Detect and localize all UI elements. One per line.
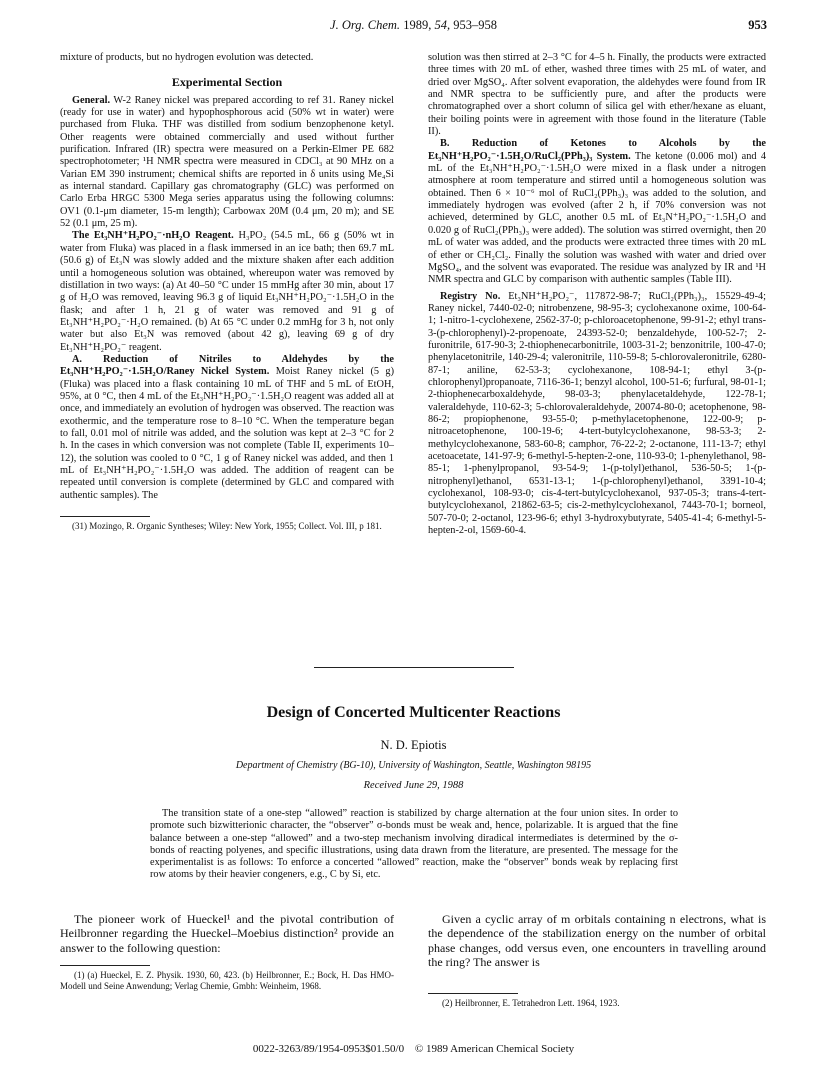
intro-footnote-rule-right	[428, 993, 518, 994]
paragraph-registry: Registry No. Et₃NH⁺H₂PO₂⁻, 117872-98-7; RuCl₂(PPh₃)₃, 15529-49-4; Raney nickel, 7440-02-0; nitrobenzene, 98-95-3; cyclohexanone oxime, 100-64-1; 1-nitro-1-cyclohexene, 2562-37-0; p-chloroacetophenone, 99-91-2; ethyl trans-3-(p-chlorophenyl)-2-propenoate, 24393-52-0; benzaldehyde, 100-52-7; 2-furonitrile, 617-90-3; 2-thiophenecarbonitrile, 1003-31-2; benzonitrile, 100-47-0; phenylacetonitrile, 140-29-4; valeronitrile, 110-59-8; 5-chlorovaleronitrile, 6280-87-1; aniline, 62-53-3; cyclohexanone, 108-94-1; ethyl 3-(p-chlorophenyl)propanoate, 7116-36-1; benzyl alcohol, 100-51-6; furfural, 98-01-1; 2-thiophenecarboxaldehyde, 98-03-3; phenylacetaldehyde, 122-78-1; valeraldehyde, 110-62-3; 5-chlorovaleraldehyde, 20074-80-0; acetophenone, 98-86-2; propiophenone, 93-55-0; p-methylacetophenone, 122-00-9; p-nitroacetophenone, 100-19-6; 4-tert-butylcyclohexanone, 98-53-3; 2-methylcyclohexanone, 583-60-8; camphor, 76-22-2; 2-octanone, 111-13-7; ethyl acetoacetate, 141-97-9; 6-methyl-5-hepten-2-one, 110-93-0; 1-phenylethanol, 98-85-1; 1-phenylpropanol, 93-54-9; 1-(p-tolyl)ethanol, 536-50-5; 1-(p-nitrophenyl)ethanol, 6531-13-1; 1-(p-chlorophenyl)ethanol, 3391-10-4; cyclohexanol, 108-93-0; cis-4-tert-butylcyclohexanol, 937-05-3; trans-4-tert-butylcyclohexanol, 21862-63-5; cis-2-methylcyclohexanol, 7443-70-1; borneol, 507-70-0; 2-octanol, 123-96-6; ethyl 3-hydroxybutyrate, 5405-41-4; 6-methyl-5-hepten-2-ol, 1569-60-4.	[428, 290, 766, 537]
runin-registry: Registry No.	[440, 290, 501, 302]
paragraph-general: General. W-2 Raney nickel was prepared according to ref 31. Raney nickel (ready for use in water) and hypophosphorous acid (50% wt in water) were purchased from Fluka. THF was distilled from sodium benzophenone ketyl. Other reagents were obtained commercially and used without further purification. Infrared (IR) spectra were measured on a Perkin-Elmer PE 682 spectrophotometer; ¹H NMR spectra were measured in CDCl₃ at 90 MHz on a Varian EM 390 instrument; chemical shifts are reported in δ units using Me₄Si as internal standard. Capillary gas chromatography (GLC) was performed on Carlo Erba HRGC 5300 Mega series apparatus using the following columns: OV1 (0.1-μm diameter, 15-m length); Carbowax 20M (0.4 μm, 20 m); and SE 52 (0.1 μm, 25 m).	[60, 94, 394, 230]
article-divider	[314, 667, 514, 668]
runin-procedure-a: A. Reduction of Nitriles to Aldehydes by the Et₃NH⁺H₂PO₂⁻·1.5H₂O/Raney Nickel System.	[60, 353, 394, 378]
intro-left-text: The pioneer work of Hueckel¹ and the pivotal contribution of Heilbronner regarding the Hueckel–Moebius distinction² provide an answer to the following question:	[60, 912, 394, 955]
footnote-1: (1) (a) Hueckel, E. Z. Physik. 1930, 60, 423. (b) Heilbronner, E.; Bock, H. Das HMO-Modell und Seine Anwendung; Verlag Chemie, Gmbh: Weinheim, 1968.	[60, 969, 394, 991]
right-continuation: solution was then stirred at 2–3 °C for 4–5 h. Finally, the products were extracted three times with 20 mL of ether, washed three times with 25 mL of water, and dried over MgSO₄. After solvent evaporation, the aldehydes were found from IR and NMR spectra to be sufficiently pure, and after the products were chromatographed over a short column of silica gel with ether/hexane as eluant, their boiling points were in agreement with those found in the literature (Table II).	[428, 52, 766, 138]
article-affiliation: Department of Chemistry (BG-10), University of Washington, Seattle, Washington 98195	[235, 760, 592, 771]
article-received: Received June 29, 1988	[363, 780, 464, 791]
article-title: Design of Concerted Multicenter Reactions	[266, 704, 561, 721]
running-header	[60, 18, 767, 36]
footnote-31: (31) Mozingo, R. Organic Syntheses; Wiley: New York, 1955; Collect. Vol. III, p 181.	[72, 521, 382, 532]
abstract-text: The transition state of a one-step “allowed” reaction is stabilized by charge alternation at the four union sites. In order to promote such bizwitterionic character, the “observer” σ-bonds must be weak and, hence, polarizable. It is argued that the fine balance between a one-step “allowed” and a two-step mechanism involving diradical intermediates is determined by the σ-bonds of reacting polyenes, and specific illustrations, using data drawn from the literature, are presented. The message for the experimentalist is as follows: To enforce a concerted “allowed” reaction, make the “observer” bonds weak by replacing first row atoms by their heavier congeners, e.g., C by Si, etc.	[150, 808, 678, 881]
footnote-2: (2) Heilbronner, E. Tetrahedron Lett. 1964, 1923.	[442, 998, 620, 1009]
intro-right-column	[428, 912, 766, 1037]
intro-footnote-rule-left	[60, 965, 150, 966]
paragraph-procedure-a: A. Reduction of Nitriles to Aldehydes by the Et₃NH⁺H₂PO₂⁻·1.5H₂O/Raney Nickel System. Moist Raney nickel (5 g) (Fluka) was placed into a flask containing 10 mL of THF and 5 mL of EtOH, 95%, at 0 °C, then 4 mL of the Et₃NH⁺H₂PO₂⁻·1.5H₂O reagent was added all at once, and immediately an evolution of hydrogen was observed. The reaction was exothermic, and the temperature rose to 8–10 °C. When the temperature began to fall, 0.01 mol of nitrile was added, and the solution was kept at 2–3 °C for 2 h. In the cases in which conversion was not complete (Table II, experiments 10–12), the solution was cooled to 0 °C, 1 g of Raney nickel was added, and then 1 mL of Et₃NH⁺H₂PO₂⁻·1.5H₂O was added. The addition of reagent can be repeated until conversion is complete (determined by GLC and compared with authentic samples). The	[60, 353, 394, 501]
footer-copyright: © 1989 American Chemical Society	[414, 1043, 575, 1055]
journal-name: J. Org. Chem.	[330, 18, 401, 32]
runin-reagent: The Et₃NH⁺H₂PO₂⁻·nH₂O Reagent.	[72, 230, 234, 242]
page-number: 953	[748, 18, 767, 32]
article-author: N. D. Epiotis	[380, 738, 447, 752]
intro-left-column	[60, 912, 394, 1037]
abstract	[150, 808, 678, 882]
paragraph-procedure-b: B. Reduction of Ketones to Alcohols by the Et₃NH⁺H₂PO₂⁻·1.5H₂O/RuCl₂(PPh₃)₃ System. The ketone (0.006 mol) and 4 mL of the Et₃NH⁺H₂PO₂⁻·1.5H₂O were mixed in a flask under a nitrogen atmosphere at room temperature and stirred until a homogeneous solution was obtained. Then 6 × 10⁻⁶ mol of RuCl₂(PPh₃)₃ was added to the solution, and immediately hydrogen was evolved (after 2 h, if 70% conversion was not achieved, determined by GLC, another 0.5 mL of Et₃N⁺H₂PO₂⁻·1.5H₂O and 0.020 g of RuCl₂(PPh₃)₃ were added). The solution was stirred overnight, then 20 mL of water was added, and the products were extracted three times with 20 mL of ether or CH₂Cl₂. Finally the solution was washed with water and dried over MgSO₄, and the solvent was evaporated. The residue was analyzed by IR and ¹H NMR spectra and GLC by comparison with authentic samples (Table III).	[428, 138, 766, 286]
footer-code: 0022-3263/89/1954-0953$01.50/0	[252, 1043, 405, 1055]
left-continuation: mixture of products, but no hydrogen evolution was detected.	[60, 52, 314, 63]
section-heading: Experimental Section	[171, 75, 283, 90]
runin-procedure-b: B. Reduction of Ketones to Alcohols by the Et₃NH⁺H₂PO₂⁻·1.5H₂O/RuCl₂(PPh₃)₃ System.	[428, 138, 766, 162]
journal-volume: 54,	[434, 18, 451, 32]
right-column	[428, 52, 766, 647]
intro-right-text: Given a cyclic array of m orbitals containing n electrons, what is the dependence of the stabilization energy on the number of orbital phase changes, odd versus even, one encounters in travelling around the ring? The answer is	[428, 912, 766, 969]
journal-year: 1989,	[403, 18, 432, 32]
runin-general: General.	[72, 94, 111, 106]
journal-pages: 953–958	[453, 18, 497, 32]
footnote-rule	[60, 516, 150, 517]
page-footer	[60, 1043, 767, 1055]
paragraph-reagent: The Et₃NH⁺H₂PO₂⁻·nH₂O Reagent. H₃PO₂ (54.5 mL, 66 g (50% wt in water from Fluka) was placed in a flask immersed in an ice bath; then 69.7 mL (50.6 g) of Et₃N was slowly added and the mixture shaken after each addition until a homogeneous solution was obtained, whereupon water was removed by distillation in two ways: (a) At 40–50 °C under 15 mmHg after 30 min, about 17 g of H₂O was removed, leaving 96.3 g of liquid Et₃NH⁺H₂PO₂⁻·1.5H₂O in the flask; and after 1 h, 21 g of water was removed and 91 g of Et₃NH⁺H₂PO₂⁻·H₂O remained. (b) At 65 °C under 0.2 mmHg for 3 h, not only water but also Et₃N was removed (about 42 g), leaving 69 g of dry Et₃NH⁺H₂PO₂⁻ reagent.	[60, 230, 394, 353]
left-column	[60, 52, 394, 647]
